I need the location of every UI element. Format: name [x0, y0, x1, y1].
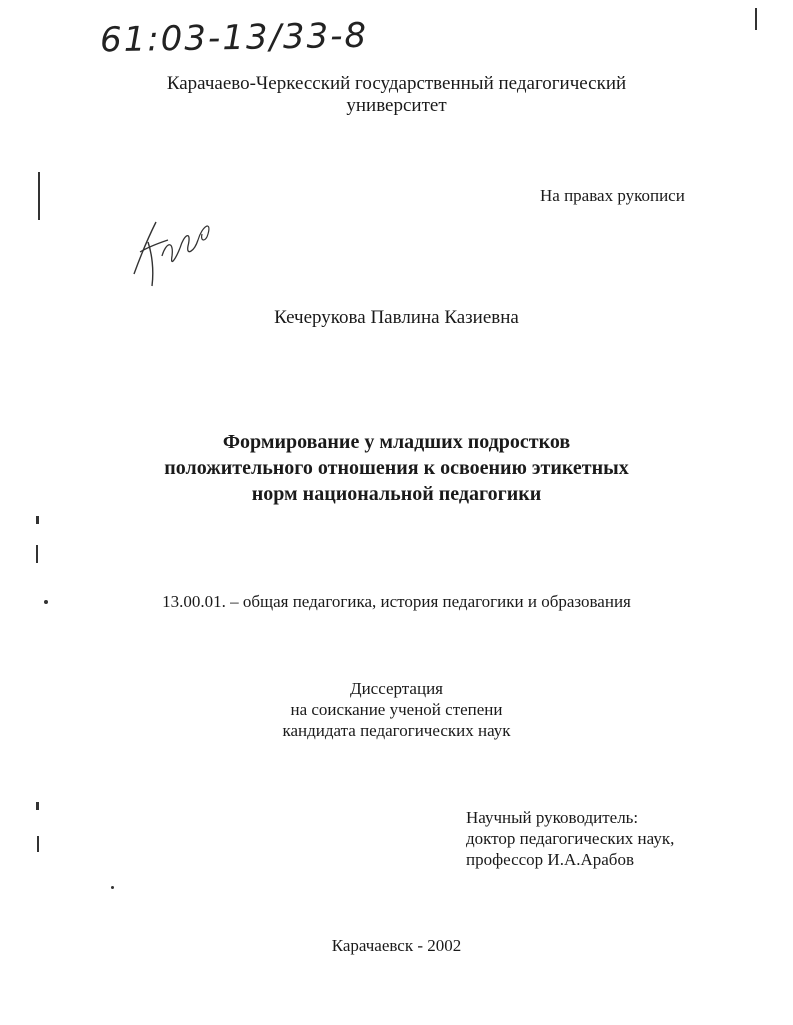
dissertation-title	[0, 429, 793, 507]
degree-line-2: на соискание ученой степени	[290, 700, 503, 719]
university-name	[0, 73, 793, 117]
university-line-1: Карачаево-Черкесский государственный педагогический	[166, 73, 627, 94]
margin-mark	[36, 516, 39, 524]
advisor-line-2: доктор педагогических наук,	[466, 829, 675, 848]
margin-mark	[111, 886, 114, 889]
advisor-line-1: Научный руководитель:	[466, 808, 639, 827]
handwritten-archive-number: 61:03-13/33-8	[99, 15, 369, 61]
degree-block	[0, 678, 793, 741]
title-line-2: положительного отношения к освоению этикетных	[164, 457, 629, 479]
margin-mark	[36, 802, 39, 810]
title-line-3: норм национальной педагогики	[251, 483, 542, 505]
margin-mark	[44, 600, 48, 604]
specialty-code: 13.00.01. – общая педагогика, история педагогики и образования	[162, 592, 631, 611]
margin-mark	[36, 545, 38, 563]
margin-mark	[38, 172, 40, 220]
advisor-line-3: профессор И.А.Арабов	[466, 850, 634, 869]
signature-scribble	[128, 212, 218, 292]
margin-mark	[755, 8, 757, 30]
city-year: Карачаевск - 2002	[331, 936, 462, 955]
degree-line-3: кандидата педагогических наук	[282, 721, 511, 740]
author-name: Кечерукова Павлина Казиевна	[274, 307, 519, 328]
rights-note: На правах рукописи	[540, 186, 685, 205]
margin-mark	[37, 836, 39, 852]
title-line-1: Формирование у младших подростков	[222, 431, 571, 453]
degree-line-1: Диссертация	[349, 679, 443, 698]
university-line-2: университет	[346, 95, 447, 116]
scientific-advisor	[466, 807, 674, 870]
